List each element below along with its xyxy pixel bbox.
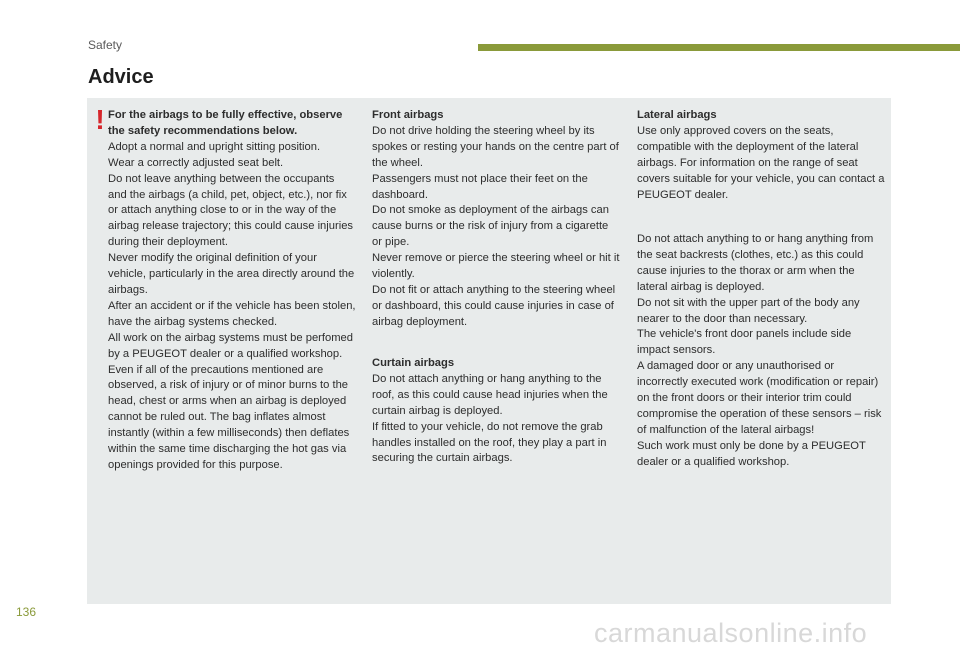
paragraph: All work on the airbag systems must be perfomed by a PEUGEOT dealer or a qualified workshop.	[108, 331, 353, 360]
exclamation-icon: !	[95, 104, 105, 135]
paragraph: Do not attach anything or hang anything to the roof, as this could cause head injuries when the curtain airbag is deployed.	[372, 372, 608, 417]
paragraph: Even if all of the precautions mentioned are observed, a risk of injury or of minor burns to the head, chest or arms when an airbag is deployed cannot be ruled out. The bag inflates almost instantly (within a few milliseconds) then deflates within the same time discharging the hot gas via openings provided for this purpose.	[108, 363, 350, 471]
page-number: 136	[16, 605, 37, 619]
paragraph: Such work must only be done by a PEUGEOT dealer or a qualified workshop.	[637, 439, 866, 468]
paragraph: Do not drive holding the steering wheel by its spokes or resting your hands on the centre part of the wheel.	[372, 124, 619, 169]
page-title: Advice	[88, 66, 154, 88]
column-front-airbags	[372, 108, 620, 331]
front-airbags-heading: Front airbags	[372, 109, 444, 121]
paragraph: Never remove or pierce the steering wheel or hit it violently.	[372, 252, 620, 281]
paragraph: Adopt a normal and upright sitting position.	[108, 140, 321, 153]
paragraph: Never modify the original definition of your vehicle, particularly in the area directly around the airbags.	[108, 252, 355, 296]
curtain-airbags-heading: Curtain airbags	[372, 357, 455, 369]
paragraph: Do not fit or attach anything to the steering wheel or dashboard, this could cause injuries in case of airbag deployment.	[372, 283, 616, 328]
section-label: Safety	[88, 38, 123, 52]
paragraph: Do not leave anything between the occupants and the airbags (a child, pet, object, etc.), nor fix or attach anything close to or in the way of the airbag release trajectory; this could cause injuries during their deployment.	[108, 172, 354, 249]
paragraph: A damaged door or any unauthorised or incorrectly executed work (modification or repair) on the front doors or their interior trim could compromise the operation of these sensors – risk of malfunction of the lateral airbags!	[637, 360, 882, 436]
paragraph: Use only approved covers on the seats, compatible with the deployment of the lateral airbags. For information on the range of seat covers suitable for your vehicle, you can contact a PEUGEOT dealer.	[637, 124, 885, 201]
paragraph: Do not attach anything to or hang anything from the seat backrests (clothes, etc.) as this could cause injuries to the thorax or arm when the lateral airbag is deployed.	[637, 233, 874, 293]
intro-text: For the airbags to be fully effective, observe the safety recommendations below.	[108, 109, 343, 137]
curtain-airbags-section	[372, 356, 620, 467]
column-lateral-airbags	[637, 108, 887, 203]
paragraph: If fitted to your vehicle, do not remove the grab handles installed on the roof, they play a part in securing the curtain airbags.	[372, 420, 607, 465]
paragraph: The vehicle's front door panels include side impact sensors.	[637, 328, 852, 357]
paragraph: After an accident or if the vehicle has been stolen, have the airbag systems checked.	[108, 299, 356, 328]
paragraph: Do not sit with the upper part of the body any nearer to the door than necessary.	[637, 296, 860, 325]
column-general-advice	[108, 108, 356, 474]
paragraph: Do not smoke as deployment of the airbags can cause burns or the risk of injury from a cigarette or pipe.	[372, 204, 609, 249]
lateral-airbags-heading: Lateral airbags	[637, 109, 717, 121]
watermark: carmanualsonline.info	[594, 618, 868, 648]
paragraph: Wear a correctly adjusted seat belt.	[108, 156, 284, 169]
paragraph: Passengers must not place their feet on the dashboard.	[372, 172, 588, 201]
section-divider	[478, 44, 960, 51]
lateral-airbags-continued	[637, 232, 887, 471]
